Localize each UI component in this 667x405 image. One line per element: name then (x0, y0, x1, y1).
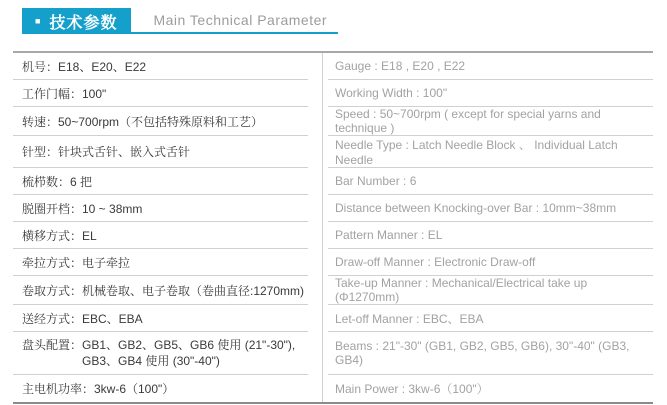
spec-cn-gauge: 机号：E18、E20、E22 (13, 53, 308, 80)
spec-en-let-off-manner: Let-off Manner : EBC、EBA (328, 305, 653, 332)
table-row-knocking-over-bar (13, 195, 653, 222)
section-subtitle-underline (131, 8, 338, 34)
spec-en-beams: Beams : 21"-30" (GB1, GB2, GB5, GB6), 30"-40" (GB3, GB4) (328, 332, 653, 375)
spec-cn-draw-off-manner: 牵拉方式：电子牵拉 (13, 249, 308, 276)
spec-en-main-power: Main Power : 3kw-6（100"） (335, 382, 489, 396)
table-row-take-up-manner (13, 276, 653, 305)
section-title-en: Main Technical Parameter (153, 12, 328, 28)
table-row-pattern-manner (13, 222, 653, 249)
section-header (22, 8, 667, 34)
section-title-cn: 技术参数 (49, 14, 118, 32)
column-divider (322, 53, 323, 402)
spec-cn-let-off-manner: 送经方式：EBC、EBA (13, 305, 308, 332)
spec-en-pattern-manner: Pattern Manner : EL (328, 222, 653, 249)
table-row-beams (13, 332, 653, 375)
table-row-bar-number (13, 168, 653, 195)
spec-en-working-width: Working Width : 100" (328, 80, 653, 107)
spec-cn-working-width: 工作门幅：100" (13, 80, 308, 107)
table-row-draw-off-manner (13, 249, 653, 276)
table-row-needle-type (13, 136, 653, 168)
table-row-working-width (13, 80, 653, 107)
spec-cn-bar-number: 梳栉数：6 把 (13, 168, 308, 195)
spec-cn-pattern-manner: 横移方式：EL (13, 222, 308, 249)
table-row-speed (13, 107, 653, 136)
table-row-let-off-manner (13, 305, 653, 332)
spec-en-speed: Speed : 50~700rpm ( except for special yarns and technique ) (328, 107, 653, 136)
spec-en-gauge: Gauge : E18 , E20 , E22 (328, 53, 653, 80)
table-row-gauge (13, 53, 653, 80)
spec-table (13, 51, 653, 404)
spec-cn-main-power: 主电机功率：3kw-6（100"） (22, 382, 175, 396)
spec-en-needle-type: Needle Type : Latch Needle Block 、 Individual Latch Needle (328, 136, 653, 168)
spec-cn-beams-line2: GB3、GB4 使用 (30"-40") (82, 354, 220, 368)
spec-cn-beams-line1: 盘头配置：GB1、GB2、GB5、GB6 使用 (21"-30"), (22, 338, 296, 352)
spec-cn-speed: 转速：50~700rpm（不包括特殊原料和工艺） (13, 107, 308, 136)
spec-en-take-up-manner: Take-up Manner : Mechanical/Electrical take up (Φ1270mm) (328, 276, 653, 305)
square-bullet-icon: ■ (35, 15, 41, 26)
spec-cn-beams (13, 332, 308, 375)
spec-cn-take-up-manner: 卷取方式：机械卷取、电子卷取（卷曲直径:1270mm) (13, 276, 308, 305)
spec-en-knocking-over-bar: Distance between Knocking-over Bar : 10mm~38mm (328, 195, 653, 222)
spec-cn-knocking-over-bar: 脱圈开档：10 ~ 38mm (13, 195, 308, 222)
spec-en-bar-number: Bar Number : 6 (328, 168, 653, 195)
section-badge (22, 8, 131, 34)
spec-en-draw-off-manner: Draw-off Manner : Electronic Draw-off (328, 249, 653, 276)
table-row-main-power (13, 375, 653, 402)
spec-cn-needle-type: 针型：针块式舌针、嵌入式舌针 (13, 136, 308, 168)
